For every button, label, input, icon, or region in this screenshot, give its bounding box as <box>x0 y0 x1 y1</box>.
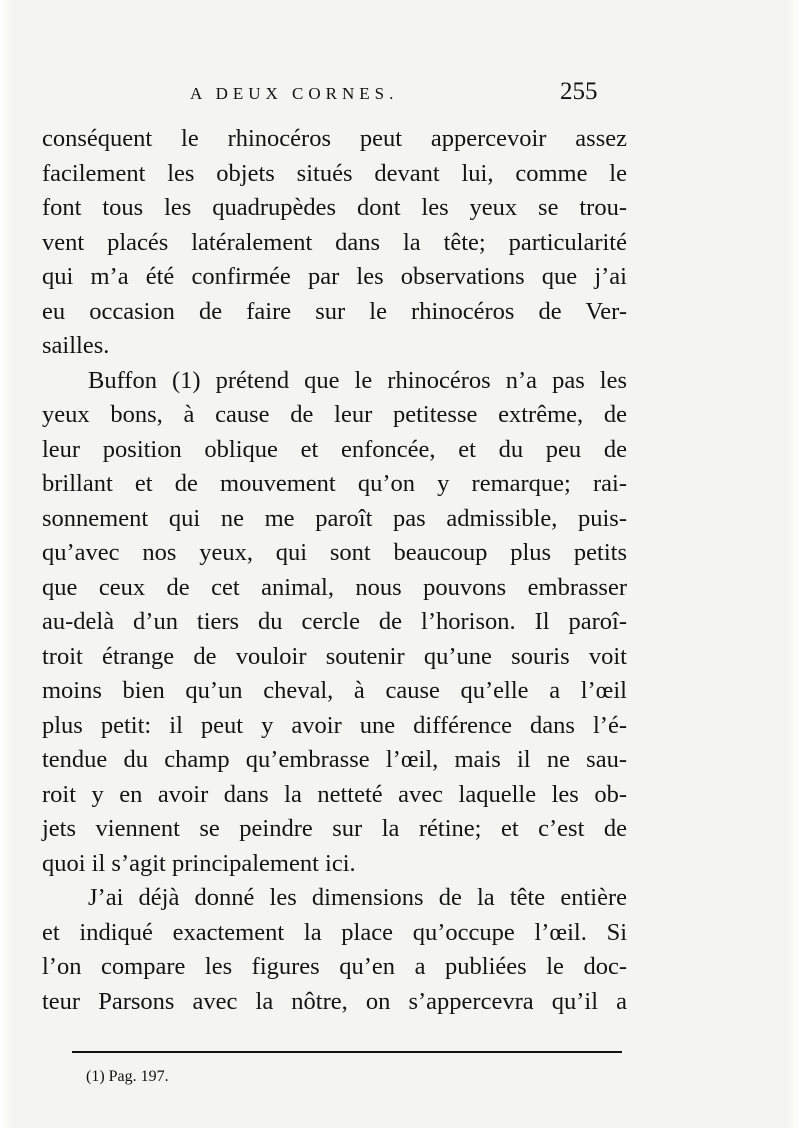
text-line: l’on compare les figures qu’en a publiées le doc- <box>42 953 627 980</box>
page-edge-right <box>786 0 800 1128</box>
text-line: troit étrange de vouloir soutenir qu’une souris voit <box>42 642 627 670</box>
text-line: vent placés latéralement dans la tête; particularité <box>42 228 627 256</box>
text-line: moins bien qu’un cheval, à cause qu’elle a l’œil <box>42 677 627 704</box>
footnote-rule <box>72 1051 622 1053</box>
text-line: font tous les quadrupèdes dont les yeux se trou- <box>42 194 627 221</box>
text-line: leur position oblique et enfoncée, et du peu de <box>42 435 627 463</box>
text-line: roit y en avoir dans la netteté avec laquelle les ob- <box>42 780 627 808</box>
footnote: (1) Pag. 197. <box>86 1068 169 1085</box>
page-number: 255 <box>560 78 598 105</box>
body-text <box>42 122 627 1019</box>
paragraph-start-line: J’ai déjà donné les dimensions de la tête entière <box>88 884 627 911</box>
text-line: qu’avec nos yeux, qui sont beaucoup plus petits <box>42 539 627 566</box>
text-line: qui m’a été confirmée par les observations que j’ai <box>42 263 627 290</box>
running-head: A DEUX CORNES. <box>190 84 399 103</box>
text-line: conséquent le rhinocéros peut appercevoir assez <box>42 125 627 152</box>
text-line: sailles. <box>42 332 110 359</box>
page-edge-left <box>0 0 14 1128</box>
page-header <box>0 78 800 118</box>
text-line: teur Parsons avec la nôtre, on s’appercevra qu’il a <box>42 987 627 1015</box>
text-line: jets viennent se peindre sur la rétine; et c’est de <box>42 815 627 842</box>
text-line: facilement les objets situés devant lui, comme le <box>42 159 627 187</box>
text-line: que ceux de cet animal, nous pouvons embrasser <box>42 573 627 601</box>
text-line: quoi il s’agit principalement ici. <box>42 849 356 877</box>
text-line: et indiqué exactement la place qu’occupe l’œil. Si <box>42 918 627 946</box>
paragraph-start-line: Buffon (1) prétend que le rhinocéros n’a pas les <box>88 366 627 394</box>
text-line: eu occasion de faire sur le rhinocéros de Ver- <box>42 297 627 325</box>
text-line: tendue du champ qu’embrasse l’œil, mais il ne sau- <box>42 746 627 773</box>
text-line: brillant et de mouvement qu’on y remarque; rai- <box>42 470 627 497</box>
text-line: sonnement qui ne me paroît pas admissible, puis- <box>42 504 627 532</box>
text-line: plus petit: il peut y avoir une différence dans l’é- <box>42 711 627 739</box>
text-line: au-delà d’un tiers du cercle de l’horison. Il paroî- <box>42 608 627 635</box>
text-line: yeux bons, à cause de leur petitesse extrême, de <box>42 401 627 428</box>
